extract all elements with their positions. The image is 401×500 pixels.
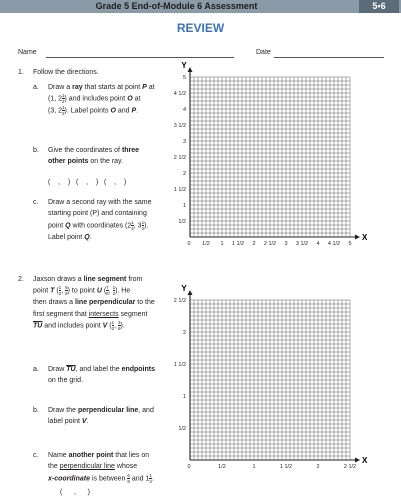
q2a-text: Draw $\overline{TU}$, and label the endpoints on the grid. xyxy=(48,366,156,385)
y-tick-label: 2 1/2 xyxy=(173,298,186,304)
q2-number: 2. xyxy=(18,276,24,283)
q2-text: Jaxson draws a line segment from point T ( $\frac{1}{2}$ , $\frac{6}{8}$ ) to point U ( $\frac{7}{8}$ , $\frac{1}{2}$ ). He then draws a line perpendicular to the first segment that intersects segment $\overline{TU}$ and includes point V ( $\frac{1}{2}$ , $\frac{3}{8}$ ). xyxy=(33,276,155,331)
q1-coordinate-grid[interactable] xyxy=(174,61,368,247)
y-tick-label: 1/2 xyxy=(178,426,186,432)
y-tick-label: 2 xyxy=(182,171,186,177)
x-tick-label: 2 xyxy=(316,464,320,470)
lesson-code-badge: 5•6 xyxy=(359,0,399,13)
q2c-letter: c. xyxy=(33,452,39,459)
x-tick-label: 3 xyxy=(284,241,288,247)
y-tick-label: 3 1/2 xyxy=(173,123,186,129)
q1c-letter: c. xyxy=(33,199,39,206)
x-tick-label: 3 1/2 xyxy=(295,241,309,247)
y-tick-label: 4 xyxy=(182,107,186,113)
q1-number: 1. xyxy=(18,69,24,76)
header-title: Grade 5 End-of-Module 6 Assessment xyxy=(95,1,258,11)
q2-coordinate-grid[interactable] xyxy=(174,284,368,470)
x-axis-arrow xyxy=(355,458,360,463)
q2c-answer-blank[interactable]: ( , ) xyxy=(60,489,90,496)
y-tick-label: 3 xyxy=(182,139,186,145)
q1-intro: Follow the directions. xyxy=(33,69,99,76)
q1a-letter: a. xyxy=(33,84,39,91)
x-axis-label: X xyxy=(362,456,368,465)
x-tick-label: 1 1/2 xyxy=(279,464,293,470)
x-axis-arrow xyxy=(355,235,360,240)
x-tick-label: 1/2 xyxy=(218,464,226,470)
y-tick-label: 1/2 xyxy=(178,219,186,225)
page-heading: REVIEW xyxy=(176,21,225,35)
q2b-text: Draw the perpendicular line, and label point V. xyxy=(48,407,154,426)
q1b-text: Give the coordinates of three other points on the ray. xyxy=(48,147,140,166)
y-tick-label: 4 1/2 xyxy=(173,91,186,97)
y-tick-label: 1 xyxy=(182,394,186,400)
x-tick-label: 2 1/2 xyxy=(263,241,277,247)
q1a-text: Draw a ray that starts at point P at (1, 2 $\frac{1}{2}$ ) and includes point O at (3, 2 $\frac{1}{2}$ ). Label points O and P. xyxy=(48,84,155,117)
y-axis-arrow xyxy=(188,67,193,72)
x-tick-label: 1 xyxy=(252,464,256,470)
y-tick-label: 2 1/2 xyxy=(173,155,186,161)
name-label: Name xyxy=(18,49,37,56)
y-tick-label: 1 1/2 xyxy=(173,187,186,193)
x-tick-label: 2 xyxy=(252,241,256,247)
x-tick-label: 2 1/2 xyxy=(343,464,357,470)
x-tick-label: 1 xyxy=(220,241,224,247)
q2b-letter: b. xyxy=(33,407,39,414)
x-tick-label: 5 xyxy=(348,241,352,247)
y-tick-label: 5 xyxy=(182,75,186,81)
x-tick-label: 0 xyxy=(187,464,191,470)
x-tick-label: 1 1/2 xyxy=(231,241,245,247)
y-axis-label: Y xyxy=(181,284,187,293)
x-tick-label: 1/2 xyxy=(202,241,210,247)
q1c-text: Draw a second ray with the same starting point (P) and containing point Q with coordinates (2 $\frac{1}{4}$ , 3 $\frac{1}{2}$ ). Label point Q. xyxy=(48,199,152,241)
y-tick-label: 1 1/2 xyxy=(173,362,186,368)
x-tick-label: 4 1/2 xyxy=(327,241,341,247)
q1b-answer-blanks[interactable]: ( , ) ( , ) ( , ) xyxy=(48,179,127,186)
q2c-text: Name another point that lies on the perpendicular line whose x-coordinate is between $\frac{6}{8}$ and 1 $\frac{1}{4}$ . xyxy=(48,452,154,484)
q2a-letter: a. xyxy=(33,366,39,373)
q1b-letter: b. xyxy=(33,147,39,154)
y-tick-label: 1 xyxy=(182,203,186,209)
date-label: Date xyxy=(256,49,271,56)
y-tick-label: 2 xyxy=(182,330,186,336)
x-tick-label: 4 xyxy=(316,241,320,247)
y-axis-arrow xyxy=(188,290,193,295)
x-axis-label: X xyxy=(362,233,368,242)
x-tick-label: 0 xyxy=(187,241,191,247)
y-axis-label: Y xyxy=(181,61,187,70)
